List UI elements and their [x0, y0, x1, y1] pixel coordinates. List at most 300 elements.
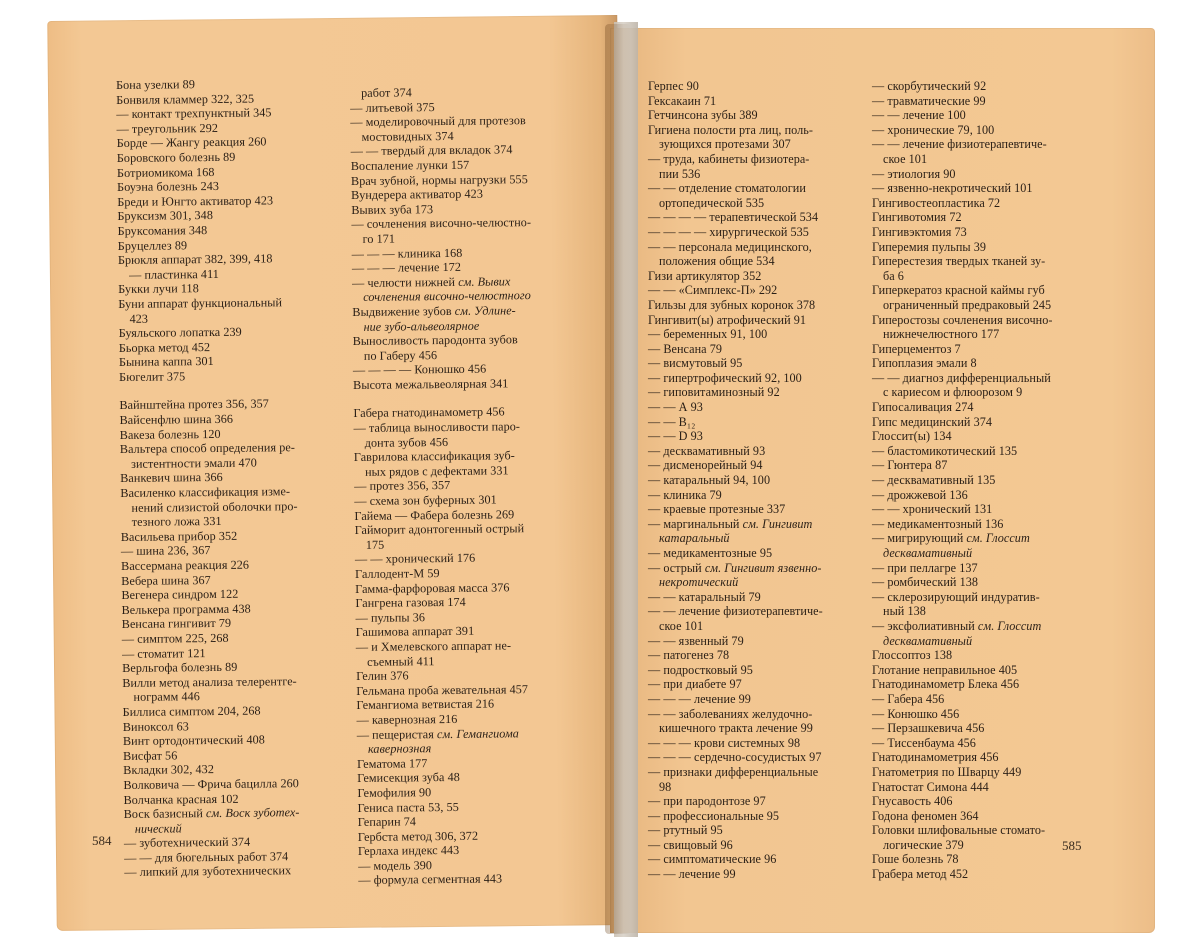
index-entry	[872, 809, 1092, 824]
index-entry-text: Вебера шина 367	[121, 572, 211, 588]
index-entry-text: Боуэна болезнь 243	[117, 179, 220, 195]
index-entry-text: нижнечелюстного 177	[883, 327, 1000, 342]
index-entry-text: Бынина каппа 301	[118, 354, 214, 370]
index-entry-text: Бреди и Юнгто активатор 423	[117, 193, 274, 209]
index-entry-text: Гингивостеопластика 72	[872, 195, 1001, 210]
index-entry-text: — Перзашкевича 456	[872, 721, 985, 736]
index-entry-text: Герлаха индекс 443	[357, 843, 460, 859]
index-entry	[872, 517, 1092, 532]
index-entry-text: Вилли метод анализа телерентге-	[122, 673, 297, 690]
index-entry-text: — — хронический 131	[872, 502, 993, 517]
index-entry-text: — — диагноз дифференциальный	[872, 370, 1051, 385]
index-entry	[648, 123, 866, 138]
index-entry	[872, 736, 1092, 751]
index-entry-text: — — — сердечно-сосудистых 97	[648, 750, 822, 765]
index-entry-text: Бруксизм 301, 348	[117, 208, 214, 224]
index-entry-text: — при диабете 97	[648, 677, 742, 692]
index-entry-text: — симптоматические 96	[648, 852, 777, 867]
index-entry-text: Глоссит(ы) 134	[872, 429, 952, 444]
index-entry-text: — пещеристая	[356, 726, 438, 742]
index-entry-text: по Габеру 456	[363, 347, 438, 363]
index-entry-text: — — — лечение 172	[351, 259, 462, 276]
index-entry-text: — — — лечение 99	[648, 691, 751, 706]
index-entry-text: ское 101	[883, 151, 928, 166]
index-entry-text: — труда, кабинеты физиотера-	[648, 151, 810, 166]
index-entry-text: — липкий для зуботехнических	[124, 863, 292, 880]
index-entry-crossref: нический	[134, 821, 182, 836]
index-entry-text: — свищовый 96	[648, 837, 733, 852]
index-entry-text: — — отделение стоматологии	[648, 181, 806, 196]
index-entry	[872, 225, 1092, 240]
index-entry-text: — — лечение 99	[648, 867, 736, 882]
index-entry-text: — протез 356, 357	[354, 478, 451, 494]
index-entry-text: — — А 93	[648, 400, 703, 415]
index-entry	[872, 356, 1092, 371]
index-entry-text: Висфат 56	[123, 748, 178, 763]
index-entry-text: — хронические 79, 100	[872, 122, 995, 137]
index-entry-text: — — — — терапевтической 534	[648, 210, 819, 225]
index-entry-text: — и Хмелевского аппарат не-	[355, 638, 512, 654]
index-entry-text: 175	[365, 537, 385, 552]
index-entry	[648, 590, 866, 605]
index-entry	[872, 765, 1092, 780]
index-entry-text: Бюгелит 375	[119, 369, 186, 384]
index-entry-text: тезного ложа 331	[131, 514, 222, 530]
index-entry-text: Биллиса симптом 204, 268	[122, 703, 261, 719]
index-entry-text: Бонвиля кламмер 322, 325	[116, 91, 255, 107]
index-entry-text: Гипоплазия эмали 8	[872, 356, 977, 371]
index-entry-text: Гнатодинамометрия 456	[872, 750, 999, 765]
index-entry-text: Гепарин 74	[357, 814, 417, 830]
index-entry-crossref: сочленения височно-челюстного	[363, 288, 531, 305]
index-entry-text: Воск базисный	[123, 806, 207, 822]
index-entry	[872, 575, 1092, 590]
index-entry-text: Гильзы для зубных коронок 378	[648, 297, 816, 312]
index-entry	[648, 313, 866, 328]
index-entry	[648, 707, 866, 722]
index-entry-text: Волчанка красная 102	[123, 791, 239, 807]
index-entry-text: Буяльского лопатка 239	[118, 324, 242, 341]
index-entry	[648, 473, 866, 488]
index-entry-text: Гнусавость 406	[872, 794, 953, 809]
index-entry	[872, 823, 1092, 838]
index-entry	[648, 327, 866, 342]
index-entry-text: нограмм 446	[133, 689, 200, 705]
index-entry-text: — — лечение физиотерапевтиче-	[648, 604, 823, 619]
index-entry	[872, 313, 1092, 328]
index-entry-text: — моделировочный для протезов	[350, 113, 526, 130]
index-entry-text: — патогенез 78	[648, 648, 730, 663]
index-entry	[872, 648, 1092, 663]
index-entry	[872, 298, 1092, 313]
index-entry-crossref: см. Гингивит	[742, 516, 813, 531]
index-entry	[872, 561, 1092, 576]
index-entry	[872, 210, 1092, 225]
index-entry	[648, 269, 866, 284]
index-entry	[872, 838, 1092, 853]
index-entry	[648, 444, 866, 459]
index-entry-text: Вальтера способ определения ре-	[119, 440, 296, 457]
index-entry	[648, 838, 866, 853]
index-entry-text: Ботриомикома 168	[116, 164, 215, 180]
index-entry-crossref: см. Вывих	[458, 274, 511, 289]
index-entry	[648, 809, 866, 824]
index-entry-text: — маргинальный	[648, 516, 743, 531]
index-entry-text: — челюсти нижней	[351, 274, 459, 290]
index-entry	[872, 619, 1092, 634]
index-entry-text: Годона феномен 364	[872, 808, 979, 823]
index-entry-text: Бьорка метод 452	[118, 339, 211, 355]
index-entry-text: ское 101	[659, 618, 704, 633]
index-entry	[872, 663, 1092, 678]
index-entry	[872, 415, 1092, 430]
index-entry-text: — — — — хирургической 535	[648, 224, 809, 239]
index-entry-text: — зуботехнический 374	[123, 834, 251, 851]
index-entry-text: — краевые протезные 337	[648, 502, 786, 517]
index-entry-text: Буни аппарат функциональный	[118, 295, 283, 311]
index-entry-text: — — лечение физиотерапевтиче-	[872, 137, 1047, 152]
index-entry-text: Вундерера активатор 423	[351, 186, 484, 203]
index-entry-text: ортопедической 535	[659, 195, 765, 210]
index-entry	[648, 415, 866, 430]
index-entry-text: Вегенера синдром 122	[121, 586, 239, 603]
index-entry-text: Бона узелки 89	[116, 77, 196, 92]
index-entry	[648, 181, 866, 196]
index-entry	[872, 283, 1092, 298]
index-entry	[872, 196, 1092, 211]
index-entry-text: — подростковый 95	[648, 662, 753, 677]
index-entry-text: — гипертрофический 92, 100	[648, 370, 802, 385]
index-entry-text: Гангрена газовая 174	[355, 595, 466, 611]
index-entry	[648, 794, 866, 809]
index-entry	[872, 269, 1092, 284]
index-entry	[648, 225, 866, 240]
index-entry	[872, 429, 1092, 444]
index-entry	[872, 488, 1092, 503]
index-entry-text: Вакеза болезнь 120	[119, 426, 221, 442]
index-entry	[648, 780, 866, 795]
index-entry	[872, 94, 1092, 109]
index-entry-text: с кариесом и флюорозом 9	[883, 385, 1023, 400]
index-entry-text: — дисменорейный 94	[648, 458, 763, 473]
index-entry-text: Гингивэктомия 73	[872, 224, 967, 239]
index-entry-text: нений слизистой оболочки про-	[131, 498, 298, 515]
index-entry-text: — признаки дифференциальные	[648, 764, 819, 779]
index-entry	[648, 429, 866, 444]
index-entry-text: Гипосаливация 274	[872, 400, 974, 415]
index-entry-text: Бруксомания 348	[117, 222, 208, 238]
index-entry-text: — десквамативный 135	[872, 473, 996, 488]
index-entry-text: 423	[129, 311, 149, 326]
index-entry-text: — — — крови системных 98	[648, 735, 801, 750]
index-entry	[872, 254, 1092, 269]
index-entry	[872, 371, 1092, 386]
index-entry-text: Вайсенфлю шина 366	[119, 411, 234, 428]
index-entry	[872, 707, 1092, 722]
index-entry-text: Герпес 90	[648, 79, 699, 93]
index-entry-text: Велькера программа 438	[121, 601, 251, 617]
index-entry	[872, 152, 1092, 167]
index-entry	[872, 79, 1092, 94]
index-entry-text: — клиника 79	[648, 487, 722, 502]
index-entry	[648, 517, 866, 532]
index-entry	[648, 94, 866, 109]
index-entry	[648, 648, 866, 663]
index-entry-text: — сочленения височно-челюстно-	[351, 215, 532, 232]
index-entry-text: Винт ортодонтический 408	[122, 732, 265, 749]
index-entry-text: Гашимова аппарат 391	[355, 624, 475, 640]
index-entry	[648, 867, 866, 882]
index-entry-text: — — хронический 176	[354, 551, 476, 567]
index-entry-text: — медикаментозные 95	[648, 546, 773, 560]
index-entry	[648, 342, 866, 357]
index-entry-text: Гемисекция зуба 48	[357, 770, 460, 786]
index-entry-text: — Габера 456	[872, 691, 945, 706]
index-entry-text: — профессиональные 95	[648, 808, 780, 823]
index-entry	[872, 473, 1092, 488]
index-entry-text: Боровского болезнь 89	[116, 149, 236, 165]
index-entry-text: Вайнштейна протез 356, 357	[119, 396, 269, 413]
index-entry-text: — треугольник 292	[116, 120, 219, 136]
index-entry	[872, 137, 1092, 152]
index-entry-text: — Тиссенбаума 456	[872, 735, 976, 750]
index-entry-crossref: см. Удлине-	[454, 303, 516, 318]
index-entry-text: кишечного тракта лечение 99	[659, 721, 813, 736]
index-entry-text: Волковича — Фрича бацилла 260	[123, 776, 299, 792]
index-entry-text: — пульпы 36	[355, 610, 426, 625]
index-entry	[648, 692, 866, 707]
index-entry-text: Гайема — Фабера болезнь 269	[354, 506, 515, 523]
index-entry-text: Вывих зуба 173	[351, 201, 434, 217]
index-entry-text: Воспаление лунки 157	[350, 157, 470, 173]
index-entry	[872, 546, 1092, 561]
index-entry-text: — при пеллагре 137	[872, 560, 978, 575]
index-entry	[872, 590, 1092, 605]
index-entry-text: — висмутовый 95	[648, 356, 743, 371]
index-entry-text: Галлодент-М 59	[355, 566, 440, 581]
index-entry-text: положения общие 534	[659, 254, 775, 269]
index-entry-text: — — твердый для вкладок 374	[350, 142, 513, 159]
index-entry-text: — скорбутический 92	[872, 79, 987, 93]
index-entry	[648, 371, 866, 386]
index-entry-text: — схема зон буферных 301	[354, 492, 497, 509]
index-entry-crossref: см. Воск зуботех-	[205, 805, 300, 821]
index-entry-text: — таблица выносливости паро-	[353, 419, 521, 436]
index-entry	[872, 692, 1092, 707]
index-entry	[872, 444, 1092, 459]
index-entry-text: Гетчинсона зубы 389	[648, 108, 758, 123]
index-entry	[648, 167, 866, 182]
index-entry	[872, 181, 1092, 196]
index-entry-text: — — «Симплекс-П» 292	[648, 283, 778, 298]
index-entry-text: — стоматит 121	[121, 645, 206, 661]
index-entry-text: — кавернозная 216	[356, 711, 458, 727]
index-entry	[648, 400, 866, 415]
index-entry-text: Гайморит адонтогенный острый	[354, 521, 525, 538]
index-entry-crossref: ние зубо-альвеолярное	[363, 318, 480, 334]
index-entry-text: Букки лучи 118	[118, 281, 199, 297]
index-entry	[648, 458, 866, 473]
index-entry	[872, 385, 1092, 400]
index-entry	[648, 575, 866, 590]
index-entry-text: Гнатостат Симона 444	[872, 779, 989, 794]
index-entry	[648, 634, 866, 649]
index-entry-text: Гнатодинамометр Блека 456	[872, 677, 1020, 692]
index-entry	[872, 108, 1092, 123]
index-entry	[872, 721, 1092, 736]
index-entry-text: Ванкевич шина 366	[120, 470, 223, 486]
index-entry-text: Гамма-фарфоровая масса 376	[355, 579, 510, 596]
index-entry-crossref: кавернозная	[367, 741, 432, 756]
index-entry-text: — пластинка 411	[128, 266, 219, 282]
index-entry-crossref: см. Глоссит	[966, 531, 1030, 546]
index-entry-text: Гипс медицинский 374	[872, 414, 993, 429]
index-entry-crossref: некротический	[659, 575, 739, 590]
index-entry	[872, 780, 1092, 795]
index-entry-text: — — катаральный 79	[648, 589, 761, 604]
right-page-number: 585	[1062, 838, 1082, 853]
index-entry	[648, 531, 866, 546]
index-entry-text: — медикаментозный 136	[872, 516, 1004, 531]
left-page-column-2	[350, 84, 594, 888]
index-entry	[648, 736, 866, 751]
index-entry-text: пии 536	[659, 166, 701, 181]
index-entry-text: Гематома 177	[357, 755, 428, 771]
index-entry	[872, 531, 1092, 546]
index-entry	[872, 604, 1092, 619]
index-entry-text: — язвенно-некротический 101	[872, 181, 1033, 196]
index-entry-text: — модель 390	[358, 858, 433, 873]
index-entry-text: Васильева прибор 352	[120, 528, 238, 544]
index-entry-text: — — язвенный 79	[648, 633, 744, 648]
index-entry-text: зующихся протезами 307	[659, 137, 791, 152]
index-entry-text: ба 6	[883, 268, 904, 283]
index-entry-crossref: см. Гингивит язвенно-	[704, 560, 822, 575]
index-entry-text: Грабера метод 452	[872, 867, 969, 882]
index-entry-crossref: десквамативный	[883, 546, 973, 560]
index-entry-text: логические 379	[883, 837, 964, 852]
index-entry-text: Врач зубной, нормы нагрузки 555	[350, 171, 528, 188]
index-entry-text: — этиология 90	[872, 166, 956, 181]
index-entry	[872, 400, 1092, 415]
index-entry-text: — эксфолиативный	[872, 618, 978, 633]
index-entry-text: Головки шлифовальные стомато-	[872, 823, 1046, 838]
index-entry	[872, 852, 1092, 867]
index-entry-text: — гиповитаминозный 92	[648, 385, 780, 400]
index-entry-text: — — для бюгельных работ 374	[124, 849, 289, 865]
index-entry-text: — Венсана 79	[648, 341, 723, 356]
index-entry-text: Вассермана реакция 226	[121, 557, 250, 573]
index-entry-text: — травматические 99	[872, 93, 986, 108]
right-page-column-2	[872, 79, 1092, 882]
index-entry-text: — при пародонтозе 97	[648, 794, 766, 809]
index-entry	[648, 283, 866, 298]
index-entry	[872, 677, 1092, 692]
index-entry	[872, 794, 1092, 809]
index-entry-text: Габера гнатодинамометр 456	[353, 404, 505, 421]
index-entry-text: Гингивотомия 72	[872, 210, 962, 225]
index-entry	[648, 254, 866, 269]
index-entry-text: Гельмана проба жевательная 457	[356, 681, 529, 698]
index-entry	[648, 298, 866, 313]
index-entry	[872, 123, 1092, 138]
index-entry-text: Виноксол 63	[122, 718, 189, 734]
index-entry-text: Гингивит(ы) атрофический 91	[648, 312, 807, 327]
index-entry-text: Гениса паста 53, 55	[357, 799, 459, 815]
index-entry-text: Гигиена полости рта лиц, поль-	[648, 122, 813, 137]
index-entry-text: Бруцеллез 89	[117, 237, 188, 253]
index-entry-text: — ромбический 138	[872, 575, 979, 590]
index-entry-text: Вкладки 302, 432	[123, 762, 215, 778]
index-entry-text: ных рядов с дефектами 331	[364, 463, 509, 479]
index-entry-text: — — персонала медицинского,	[648, 239, 812, 254]
index-entry-text: Борде — Жангу реакция 260	[116, 134, 267, 151]
index-entry-text: Гиперцементоз 7	[872, 341, 961, 356]
index-entry-text: 98	[659, 779, 672, 794]
index-entry-crossref: десквамативный	[883, 633, 973, 648]
index-entry-crossref: см. Глоссит	[977, 618, 1042, 633]
index-entry-text: Гоше болезнь 78	[872, 852, 959, 867]
index-entry-text: Гексакаин 71	[648, 93, 717, 108]
index-entry-text: — ртутный 95	[648, 823, 723, 838]
right-page-column-1	[648, 79, 866, 882]
index-entry	[648, 604, 866, 619]
index-entry-text: ный 138	[883, 604, 926, 619]
index-entry	[648, 152, 866, 167]
index-entry-text: — дрожжевой 136	[872, 487, 968, 502]
index-entry	[648, 677, 866, 692]
index-entry	[648, 502, 866, 517]
index-entry-text: — — лечение 100	[872, 108, 966, 123]
index-entry	[648, 79, 866, 94]
index-entry	[648, 488, 866, 503]
index-entry-text: — бластомикотический 135	[872, 443, 1018, 458]
index-entry-text: Гаврилова классификация зуб-	[353, 448, 515, 465]
index-entry-text: — — заболеваниях желудочно-	[648, 706, 813, 721]
index-entry	[648, 137, 866, 152]
index-entry-text: Верльгофа болезнь 89	[122, 659, 238, 676]
index-entry-text: Гизи артикулятор 352	[648, 268, 762, 283]
gutter-shadow	[605, 24, 631, 934]
index-entry	[872, 502, 1092, 517]
index-entry	[872, 167, 1092, 182]
left-page-number: 584	[92, 833, 112, 848]
index-entry	[648, 210, 866, 225]
index-entry	[648, 240, 866, 255]
index-entry	[648, 852, 866, 867]
index-entry-text: — мигрирующий	[872, 531, 967, 546]
index-entry	[124, 863, 356, 880]
index-entry-text: — — B₁₂	[648, 414, 696, 429]
index-entry-text: — — — клиника 168	[351, 245, 463, 261]
index-entry-text: Гемангиома ветвистая 216	[356, 696, 495, 713]
index-entry-text: Выдвижение зубов	[352, 303, 455, 319]
index-entry-text: Гемофилия 90	[357, 785, 432, 800]
index-entry-text: — беременных 91, 100	[648, 327, 768, 342]
index-entry	[872, 750, 1092, 765]
index-entry-text: Венсана гингивит 79	[121, 616, 232, 632]
index-entry-text: Гелин 376	[356, 668, 409, 684]
index-entry-crossref: катаральный	[659, 531, 730, 546]
index-entry	[648, 356, 866, 371]
index-entry	[872, 867, 1092, 882]
index-entry-text: Гиперемия пульпы 39	[872, 239, 987, 254]
index-entry	[648, 721, 866, 736]
index-entry-text: Брюкля аппарат 382, 399, 418	[117, 251, 273, 268]
index-entry	[648, 663, 866, 678]
index-entry-text: Глотание неправильное 405	[872, 662, 1018, 677]
index-entry	[648, 765, 866, 780]
